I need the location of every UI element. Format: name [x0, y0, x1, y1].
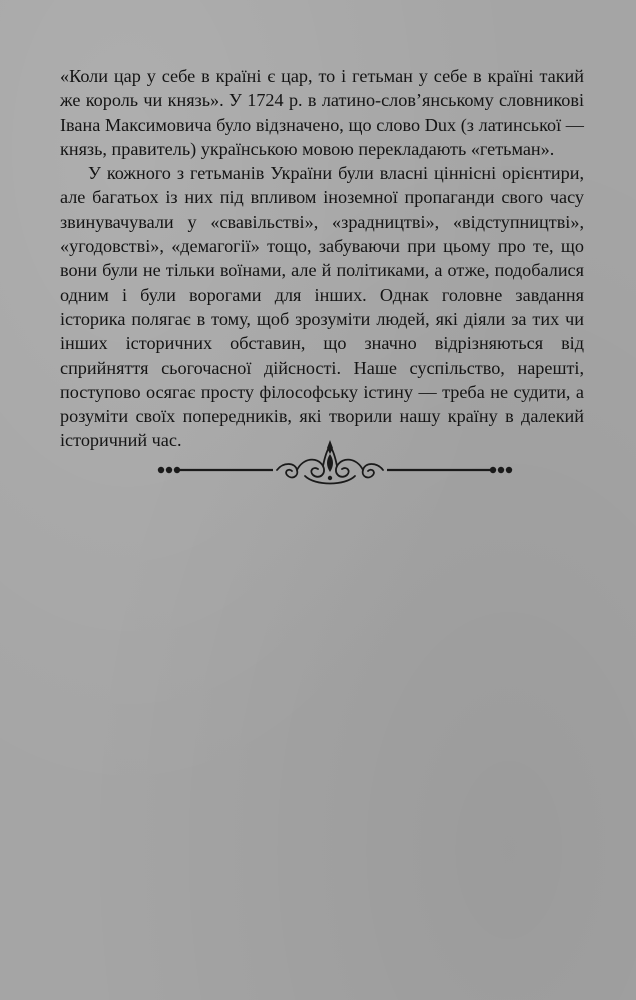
- paragraph-hetmans-values: У кожного з гетьманів України були власні ціннісні орієнтири, але багатьох із них під впливом іноземної пропаганди свого часу звинувачували у «свавільстві», «зрадництві», «відступництві», «угодовстві», «демагогії» тощо, забуваючи при цьому про те, що вони були не тільки воїнами, але й політиками, а отже, подобалися одним і були ворогами для інших. Однак головне завдання історика полягає в тому, щоб зрозуміти людей, які діяли за тих чи інших історичних обставин, що значно відрізняються від сприйняття сьогочасної дійсності. Наше суспільство, нарешті, поступово осягає просту філософську істину — треба не судити, а розуміти своїх попередників, які творили нашу країну в далекий історичний час.: [60, 163, 584, 451]
- flourish-divider-icon: [155, 440, 515, 490]
- page-text: [60, 64, 584, 453]
- paragraph-quote-dux: «Коли цар у себе в країні є цар, то і гетьман у себе в країні такий же король чи князь». У 1724 р. в латино-слов’янському словникові Івана Максимовича було відзначено, що слово Dux (з латинської — князь, правитель) українською мовою перекладають «гетьман».: [60, 66, 584, 159]
